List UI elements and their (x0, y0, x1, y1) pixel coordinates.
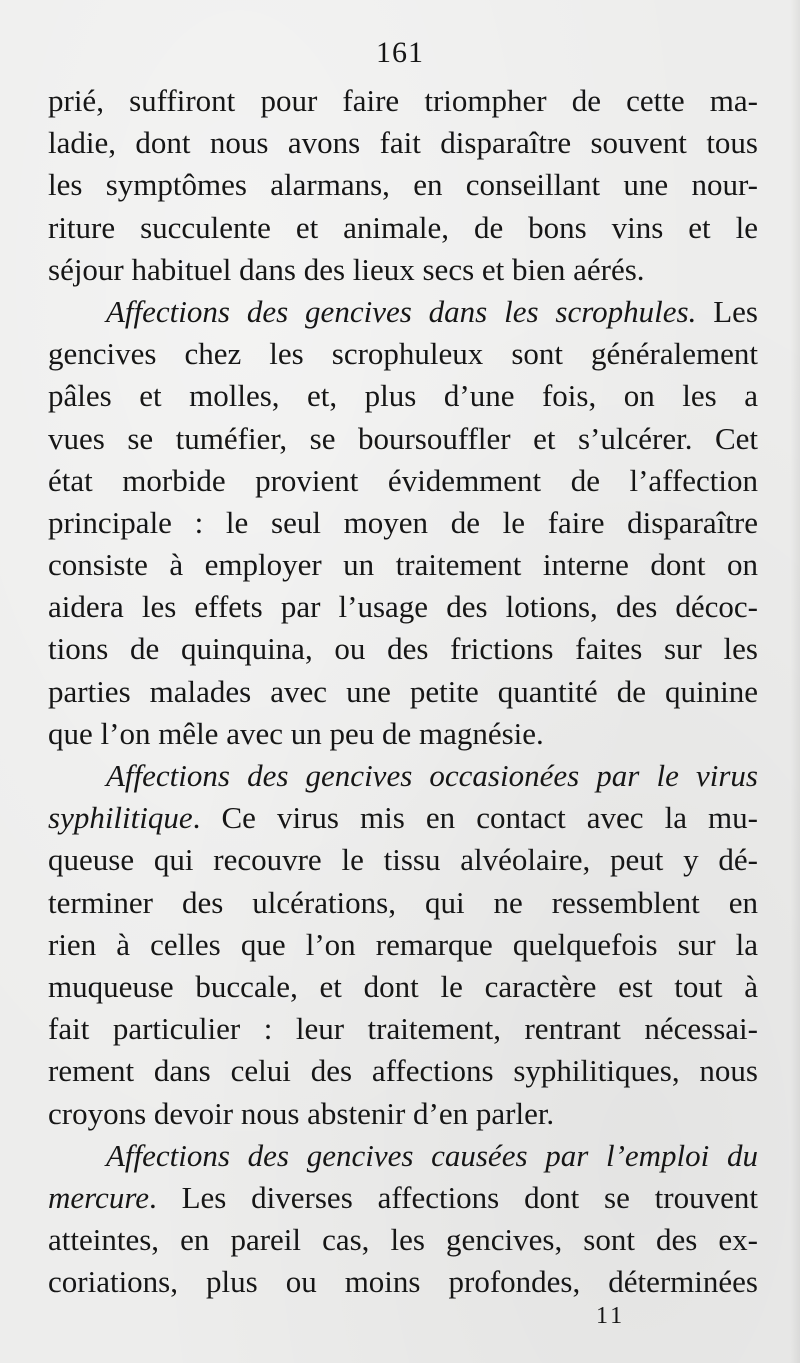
text-line (48, 164, 758, 206)
text-line (48, 1008, 758, 1050)
text-line (48, 1261, 758, 1303)
text-line (48, 460, 758, 502)
text-segment: vues se tuméfier, se boursouffler et s’ulcérer. Cet (48, 420, 758, 456)
text-segment: gencives chez les scrophuleux sont généralement (48, 336, 758, 372)
text-segment: coriations, plus ou moins profondes, déterminées (48, 1264, 758, 1300)
text-line (48, 502, 758, 544)
text-line (48, 671, 758, 713)
text-segment: les symptômes alarmans, en conseillant une nour- (48, 167, 758, 203)
text-line (48, 628, 758, 670)
text-line (48, 207, 758, 249)
text-segment: parties malades avec une petite quantité de quinine (48, 673, 758, 709)
text-segment: rement dans celui des affections syphilitiques, nous (48, 1053, 758, 1089)
text-segment: aidera les effets par l’usage des lotions, des décoc- (48, 589, 758, 625)
text-segment: . Les diverses affections dont se trouvent (149, 1179, 758, 1215)
section-heading-continued: syphilitique (48, 800, 193, 836)
text-line (48, 713, 758, 755)
text-segment: prié, suffiront pour faire triompher de cette ma- (48, 83, 758, 118)
text-line (48, 122, 758, 164)
text-segment: que l’on mêle avec un peu de magnésie. (48, 715, 544, 751)
section-heading-syphilitique: Affections des gencives occasionées par le virus (106, 758, 758, 793)
text-segment: consiste à employer un traitement interne dont on (48, 547, 758, 583)
text-line (48, 249, 758, 291)
section-heading-mercure: Affections des gencives causées par l’emploi du (106, 1137, 758, 1173)
text-segment: séjour habituel dans des lieux secs et bien aérés. (48, 251, 645, 287)
section-heading-line (48, 291, 758, 333)
text-line (48, 1093, 758, 1135)
text-line (48, 418, 758, 460)
section-heading-line (48, 755, 758, 797)
text-line (48, 1219, 758, 1261)
text-segment: rien à celles que l’on remarque quelquefois sur la (48, 926, 758, 962)
text-line (48, 80, 758, 122)
text-segment: Les (696, 293, 758, 329)
section-heading-scrophules: Affections des gencives dans les scrophules. (106, 293, 697, 329)
text-line (48, 966, 758, 1008)
text-segment: principale : le seul moyen de le faire disparaître (48, 504, 758, 540)
text-line (48, 882, 758, 924)
text-segment: ladie, dont nous avons fait disparaître souvent tous (48, 125, 758, 161)
text-line (48, 839, 758, 881)
text-line (48, 1177, 758, 1219)
text-line (48, 375, 758, 417)
page-edge-shadow (790, 0, 800, 1363)
text-segment: muqueuse buccale, et dont le caractère est tout à (48, 968, 758, 1004)
text-segment: riture succulente et animale, de bons vins et le (48, 209, 758, 245)
signature-mark: 11 (596, 1303, 626, 1329)
text-segment: fait particulier : leur traitement, rentrant nécessai- (48, 1011, 758, 1047)
body-text (48, 80, 758, 1303)
text-segment: croyons devoir nous abstenir d’en parler. (48, 1095, 555, 1131)
text-line (48, 333, 758, 375)
text-segment: état morbide provient évidemment de l’affection (48, 462, 758, 498)
text-segment: queuse qui recouvre le tissu alvéolaire, peut y dé- (48, 842, 758, 878)
text-segment: atteintes, en pareil cas, les gencives, sont des ex- (48, 1222, 758, 1258)
text-segment: terminer des ulcérations, qui ne ressemblent en (48, 884, 758, 920)
text-line (48, 1050, 758, 1092)
text-segment: . Ce virus mis en contact avec la mu- (192, 800, 758, 836)
text-line (48, 586, 758, 628)
section-heading-line (48, 1135, 758, 1177)
text-segment: tions de quinquina, ou des frictions faites sur les (48, 631, 758, 667)
section-heading-continued: mercure (48, 1179, 149, 1215)
page-number: 161 (376, 36, 424, 69)
text-line (48, 797, 758, 839)
text-line (48, 924, 758, 966)
text-line (48, 544, 758, 586)
text-segment: pâles et molles, et, plus d’une fois, on les a (48, 378, 758, 414)
